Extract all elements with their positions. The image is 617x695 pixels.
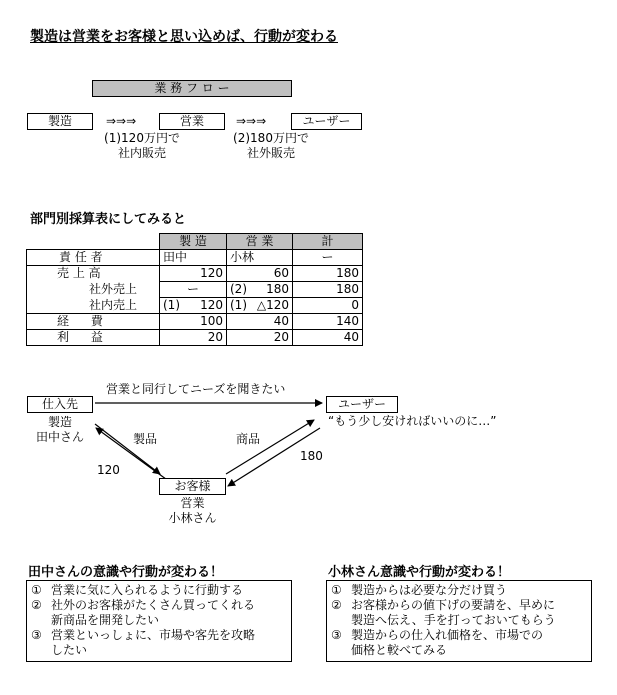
cell-sales-eigyo: 60 bbox=[227, 266, 293, 282]
list-item bbox=[331, 628, 587, 658]
flow-arrow-1: ⇒⇒⇒ bbox=[106, 114, 137, 128]
flow-box-user: ユーザー bbox=[291, 113, 362, 130]
cell-profit-seizo: 20 bbox=[160, 330, 227, 346]
cell-sales-total: 180 bbox=[293, 266, 363, 282]
label-180: 180 bbox=[300, 449, 323, 463]
flow-note-1-line2: 社内販売 bbox=[117, 146, 166, 160]
cell-person-total: ー bbox=[293, 250, 363, 266]
label-product: 製品 bbox=[133, 432, 158, 446]
cell-external-total: 180 bbox=[293, 282, 363, 298]
flow-header: 業 務 フ ロ ー bbox=[92, 80, 292, 97]
kobayashi-item-1-line1: 製造からは必要な分だけ買う bbox=[351, 583, 508, 597]
cell-expense-seizo: 100 bbox=[160, 314, 227, 330]
flow-note-2-line1: (2)180万円で bbox=[233, 131, 309, 145]
flow-note-1-line1: (1)120万円で bbox=[104, 131, 180, 145]
user-box: ユーザー bbox=[326, 396, 398, 413]
table-heading: 部門別採算表にしてみると bbox=[30, 212, 187, 227]
list-item bbox=[31, 583, 287, 598]
kobayashi-heading: 小林さん意識や行動が変わる！ bbox=[328, 565, 511, 580]
kobayashi-item-1-num: ① bbox=[331, 583, 342, 597]
row-label-internal: 社内売上 bbox=[27, 298, 160, 314]
tanaka-list bbox=[26, 580, 292, 662]
row-label-expense: 経 費 bbox=[27, 314, 160, 330]
cell-profit-eigyo: 20 bbox=[227, 330, 293, 346]
flow-box-eigyo: 営業 bbox=[159, 113, 225, 130]
flow-arrow-2: ⇒⇒⇒ bbox=[236, 114, 267, 128]
label-120: 120 bbox=[97, 463, 120, 477]
mark-external-eigyo: (2) bbox=[230, 282, 247, 296]
mark-internal-seizo: (1) bbox=[163, 298, 180, 312]
user-quote: “もう少し安ければいいのに…” bbox=[328, 414, 497, 428]
kobayashi-list bbox=[326, 580, 592, 662]
top-arrow-label: 営業と同行してニーズを聞きたい bbox=[106, 382, 286, 396]
tanaka-item-1-line1: 営業に気に入られるように行動する bbox=[51, 583, 244, 597]
value-internal-seizo: 120 bbox=[200, 298, 223, 312]
tanaka-item-3-line1: 営業といっしょに、市場や客先を攻略 bbox=[51, 628, 256, 642]
value-internal-eigyo: △120 bbox=[256, 298, 289, 312]
kobayashi-item-3-num: ③ bbox=[331, 628, 342, 642]
cell-internal-total: 0 bbox=[293, 298, 363, 314]
kobayashi-item-2-line2: 製造へ伝え、手を打っておいてもらう bbox=[351, 613, 556, 627]
list-item bbox=[331, 583, 587, 598]
mark-internal-eigyo: (1) bbox=[230, 298, 247, 312]
tanaka-item-3-line2: したい bbox=[51, 643, 88, 657]
flow-box-seizo: 製造 bbox=[27, 113, 93, 130]
customer-box: お客様 bbox=[159, 478, 226, 495]
tanaka-item-2-line2: 新商品を開発したい bbox=[51, 613, 160, 627]
cell-sales-seizo: 120 bbox=[160, 266, 227, 282]
cell-external-seizo: ー bbox=[160, 282, 227, 298]
tanaka-item-2-num: ② bbox=[31, 598, 42, 612]
tanaka-heading: 田中さんの意識や行動が変わる！ bbox=[28, 565, 224, 580]
kobayashi-item-3-line1: 製造からの仕入れ価格を、市場での bbox=[351, 628, 544, 642]
cell-expense-eigyo: 40 bbox=[227, 314, 293, 330]
page-title: 製造は営業をお客様と思い込めば、行動が変わる bbox=[30, 29, 338, 45]
list-item bbox=[31, 598, 287, 628]
list-item bbox=[331, 598, 587, 628]
col-header-total: 計 bbox=[293, 234, 363, 250]
row-label-external: 社外売上 bbox=[27, 282, 160, 298]
row-label-sales: 売 上 高 bbox=[27, 266, 160, 282]
list-item bbox=[31, 628, 287, 658]
label-goods: 商品 bbox=[236, 432, 261, 446]
customer-sub1: 営業 bbox=[180, 496, 205, 510]
row-label-person: 責 任 者 bbox=[27, 250, 160, 266]
value-external-eigyo: 180 bbox=[266, 282, 289, 296]
supplier-sub1: 製造 bbox=[47, 415, 72, 429]
cell-person-eigyo: 小林 bbox=[227, 250, 293, 266]
supplier-box: 仕入先 bbox=[27, 396, 93, 413]
tanaka-item-2-line1: 社外のお客様がたくさん買ってくれる bbox=[51, 598, 256, 612]
cell-expense-total: 140 bbox=[293, 314, 363, 330]
customer-sub2: 小林さん bbox=[168, 511, 217, 525]
flow-note-2-line2: 社外販売 bbox=[246, 146, 295, 160]
col-header-eigyo: 営 業 bbox=[227, 234, 293, 250]
kobayashi-item-2-num: ② bbox=[331, 598, 342, 612]
kobayashi-item-2-line1: お客様からの値下げの要請を、早めに bbox=[351, 598, 556, 612]
supplier-sub2: 田中さん bbox=[35, 430, 84, 444]
cell-person-seizo: 田中 bbox=[160, 250, 227, 266]
cell-profit-total: 40 bbox=[293, 330, 363, 346]
row-label-profit: 利 益 bbox=[27, 330, 160, 346]
tanaka-item-3-num: ③ bbox=[31, 628, 42, 642]
arrow-customer-to-user bbox=[226, 420, 314, 474]
kobayashi-item-3-line2: 価格と較べてみる bbox=[351, 643, 448, 657]
tanaka-item-1-num: ① bbox=[31, 583, 42, 597]
col-header-seizo: 製 造 bbox=[160, 234, 227, 250]
